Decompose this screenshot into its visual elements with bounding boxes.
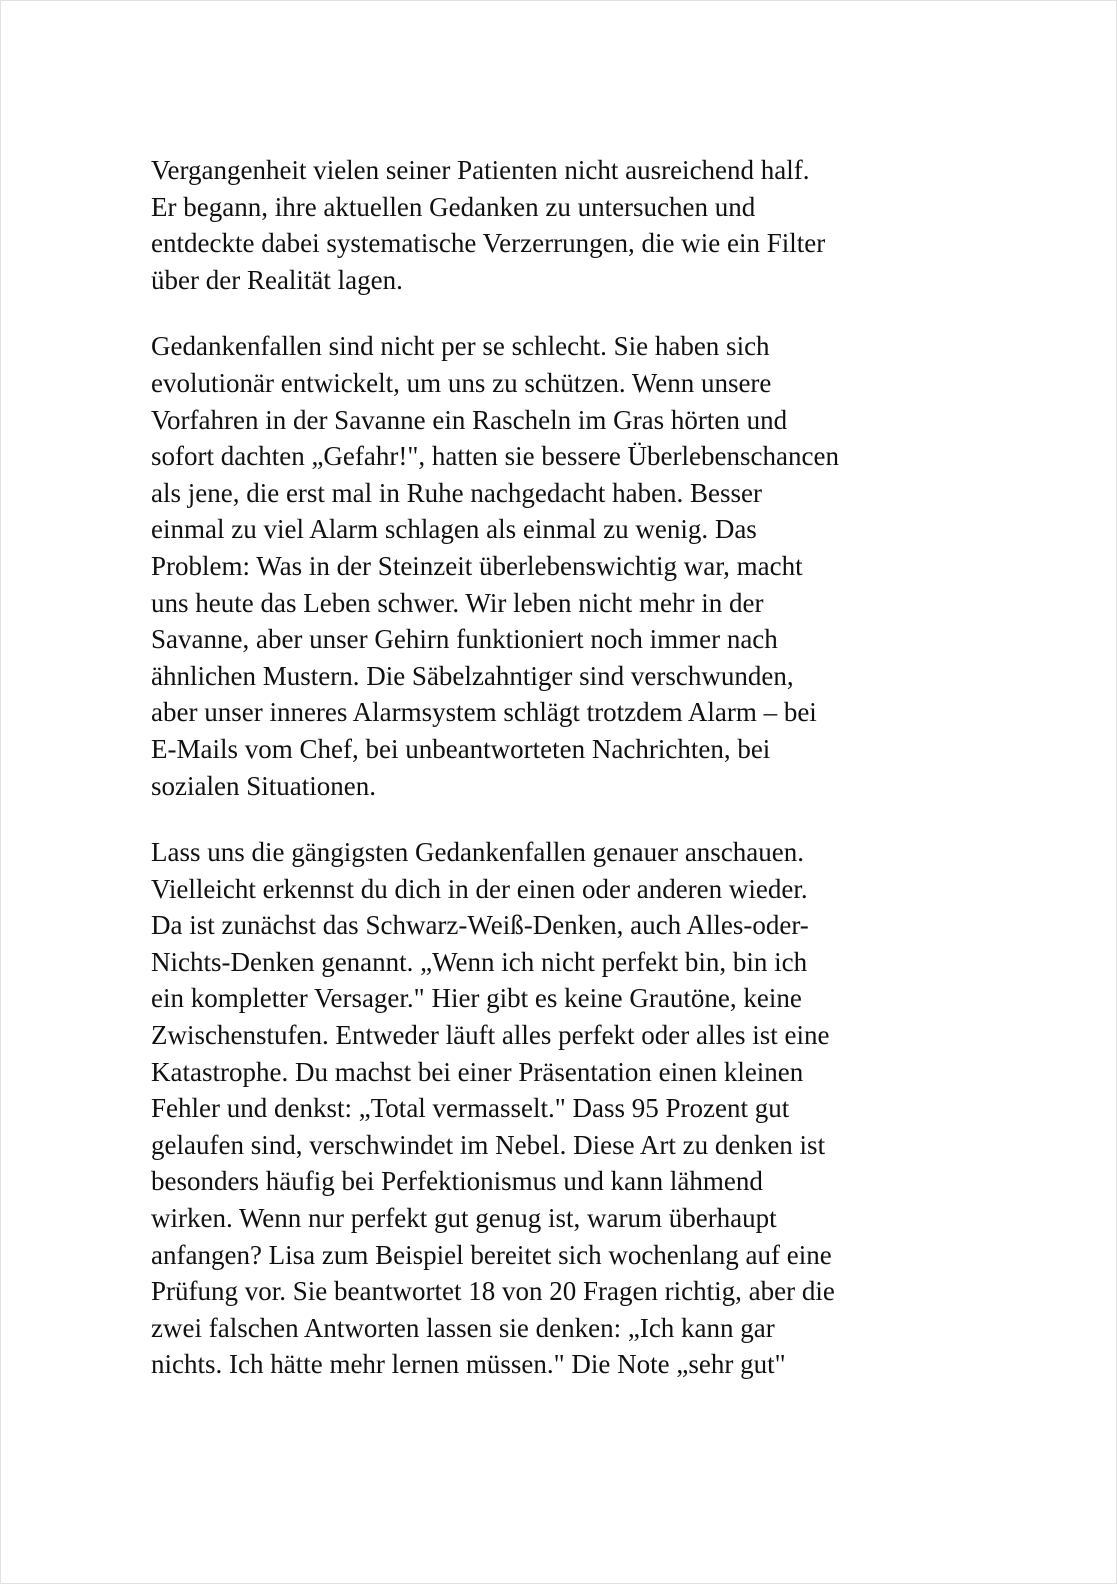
paragraph-1 <box>151 152 981 298</box>
text-line: ähnlichen Mustern. Die Säbelzahntiger sind verschwunden, <box>151 660 794 691</box>
text-line: Er begann, ihre aktuellen Gedanken zu untersuchen und <box>151 191 756 222</box>
text-line: Problem: Was in der Steinzeit überlebenswichtig war, macht <box>151 550 803 581</box>
text-line: Zwischenstufen. Entweder läuft alles perfekt oder alles ist eine <box>151 1020 830 1051</box>
text-line: besonders häufig bei Perfektionismus und kann lähmend <box>151 1166 763 1197</box>
text-line: als jene, die erst mal in Ruhe nachgedacht haben. Besser <box>151 477 763 508</box>
text-line: Da ist zunächst das Schwarz-Weiß-Denken, auch Alles-oder- <box>151 910 809 941</box>
text-line: E-Mails vom Chef, bei unbeantworteten Nachrichten, bei <box>151 733 771 764</box>
text-line: uns heute das Leben schwer. Wir leben nicht mehr in der <box>151 587 764 618</box>
text-line: Vielleicht erkennst du dich in der einen oder anderen wieder. <box>151 873 808 904</box>
text-line: sozialen Situationen. <box>151 770 376 801</box>
text-line: Fehler und denkst: „Total vermasselt." Dass 95 Prozent gut <box>151 1093 790 1124</box>
text-line: entdeckte dabei systematische Verzerrungen, die wie ein Filter <box>151 228 826 259</box>
body-text <box>151 152 981 1383</box>
text-line: über der Realität lagen. <box>151 264 403 295</box>
paragraph-2 <box>151 328 981 804</box>
paragraph-3 <box>151 834 981 1383</box>
text-line: zwei falschen Antworten lassen sie denken: „Ich kann gar <box>151 1312 775 1343</box>
text-line: Vergangenheit vielen seiner Patienten nicht ausreichend half. <box>151 155 810 185</box>
text-line: anfangen? Lisa zum Beispiel bereitet sich wochenlang auf eine <box>151 1239 832 1270</box>
text-line: aber unser inneres Alarmsystem schlägt trotzdem Alarm – bei <box>151 697 817 728</box>
text-line: Nichts-Denken genannt. „Wenn ich nicht perfekt bin, bin ich <box>151 946 808 977</box>
text-line: Gedankenfallen sind nicht per se schlecht. Sie haben sich <box>151 331 770 362</box>
text-line: Savanne, aber unser Gehirn funktioniert noch immer nach <box>151 624 778 655</box>
text-line: Prüfung vor. Sie beantwortet 18 von 20 Fragen richtig, aber die <box>151 1276 835 1307</box>
text-line: Katastrophe. Du machst bei einer Präsentation einen kleinen <box>151 1056 804 1087</box>
text-line: sofort dachten „Gefahr!", hatten sie bessere Überlebenschancen <box>151 441 839 472</box>
text-line: wirken. Wenn nur perfekt gut genug ist, warum überhaupt <box>151 1203 777 1234</box>
text-line: Lass uns die gängigsten Gedankenfallen genauer anschauen. <box>151 837 805 868</box>
text-line: ein kompletter Versager." Hier gibt es keine Grautöne, keine <box>151 983 802 1014</box>
text-line: Vorfahren in der Savanne ein Rascheln im Gras hörten und <box>151 404 788 435</box>
text-line: evolutionär entwickelt, um uns zu schützen. Wenn unsere <box>151 367 772 398</box>
text-line: einmal zu viel Alarm schlagen als einmal zu wenig. Das <box>151 514 757 545</box>
text-line: gelaufen sind, verschwindet im Nebel. Diese Art zu denken ist <box>151 1129 826 1160</box>
text-line: nichts. Ich hätte mehr lernen müssen." Die Note „sehr gut" <box>151 1349 786 1380</box>
